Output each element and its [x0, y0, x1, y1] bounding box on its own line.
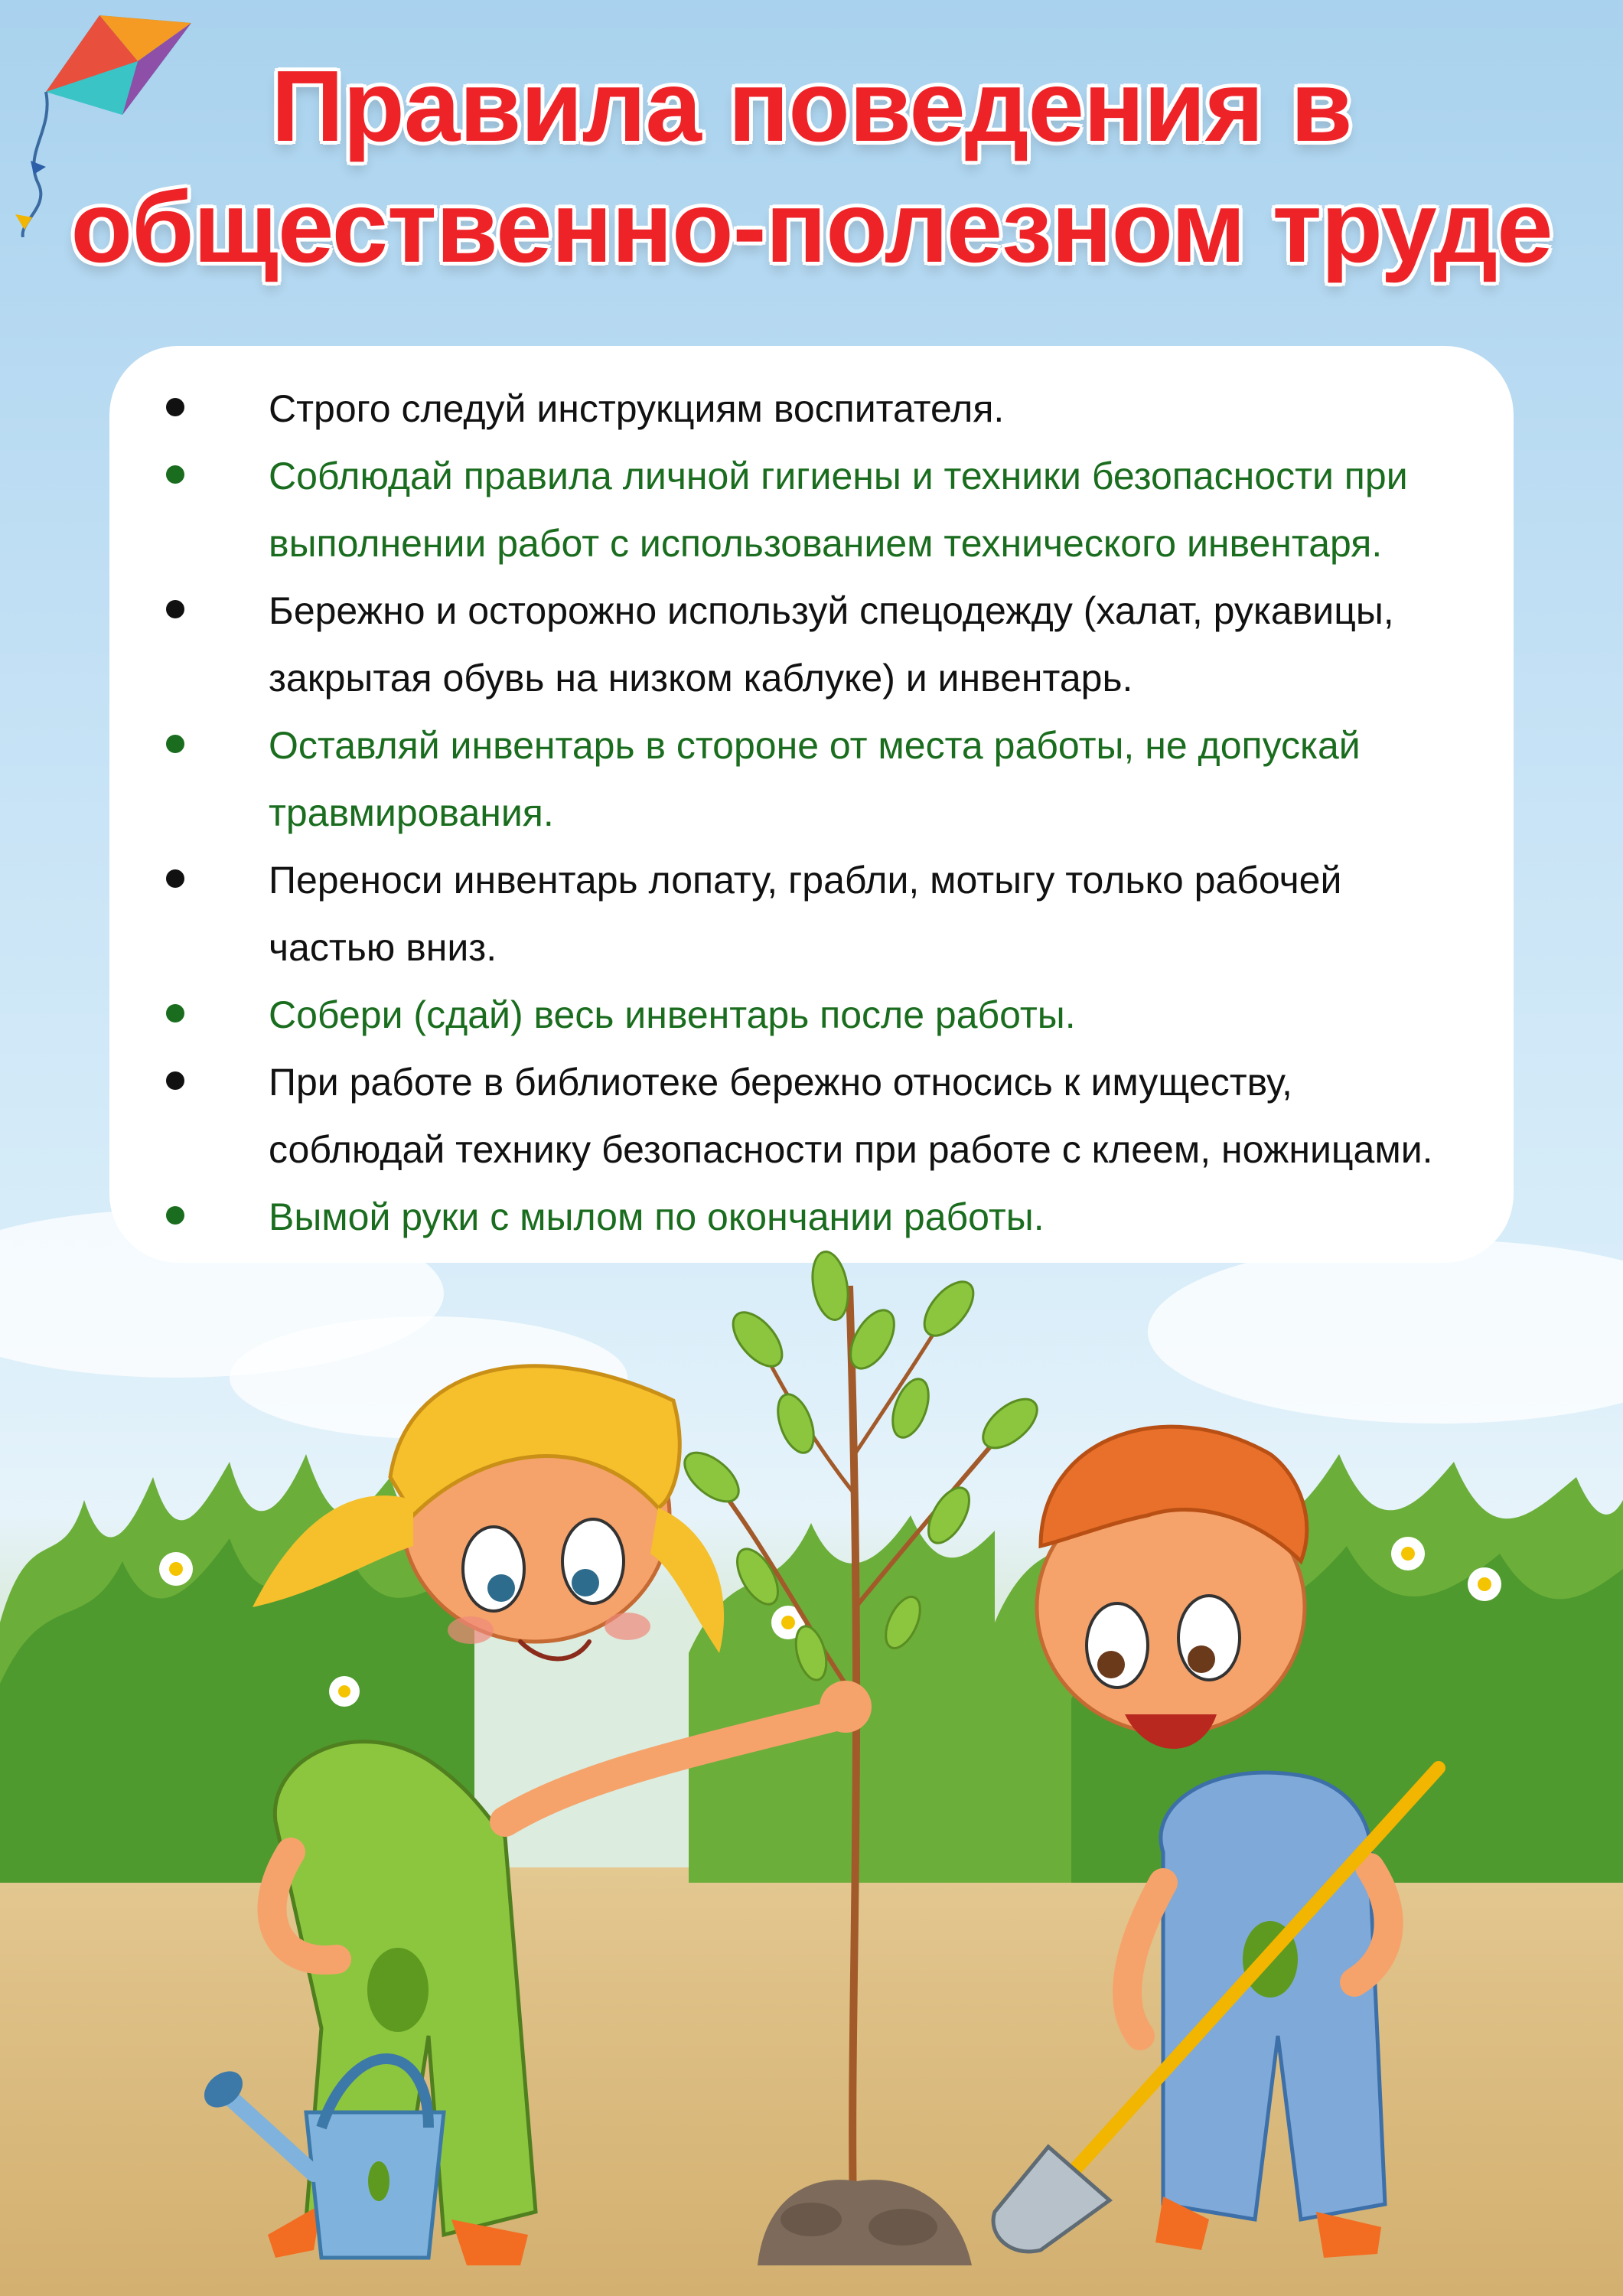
bullet-icon — [166, 1004, 184, 1022]
rule-text: При работе в библиотеке бережно относись к имуществу, соблюдай технику безопасности при работе с клеем, ножницами. — [269, 1061, 1433, 1171]
rule-item — [166, 712, 1475, 846]
rule-text: Оставляй инвентарь в стороне от места работы, не допускай травмирования. — [269, 724, 1361, 834]
bullet-icon — [166, 600, 184, 618]
rule-text: Переноси инвентарь лопату, грабли, мотыгу только рабочей частью вниз. — [269, 859, 1342, 969]
bullet-icon — [166, 1206, 184, 1225]
bullet-icon — [166, 465, 184, 484]
rule-text: Бережно и осторожно используй спецодежду (халат, рукавицы, закрытая обувь на низком каблуке) и инвентарь. — [269, 589, 1394, 700]
rule-item — [166, 981, 1475, 1049]
rule-text: Вымой руки с мылом по окончании работы. — [269, 1195, 1045, 1238]
rules-list — [166, 375, 1475, 1251]
rule-item — [166, 1049, 1475, 1183]
rule-text: Собери (сдай) весь инвентарь после работы. — [269, 993, 1076, 1036]
rules-card — [109, 346, 1514, 1263]
rule-item — [166, 442, 1475, 577]
rule-text: Строго следуй инструкциям воспитателя. — [269, 387, 1005, 430]
title-line-1: Правила поведения в — [271, 50, 1352, 162]
rule-item — [166, 846, 1475, 981]
rule-text: Соблюдай правила личной гигиены и техники безопасности при выполнении работ с использованием технического инвентаря. — [269, 455, 1408, 565]
rule-item — [166, 375, 1475, 442]
bullet-icon — [166, 398, 184, 416]
page-title — [0, 46, 1623, 288]
bullet-icon — [166, 869, 184, 888]
rule-item — [166, 577, 1475, 712]
bullet-icon — [166, 735, 184, 753]
bullet-icon — [166, 1071, 184, 1090]
title-line-2: общественно-полезном труде — [70, 171, 1553, 283]
illustration — [0, 1225, 1623, 2296]
